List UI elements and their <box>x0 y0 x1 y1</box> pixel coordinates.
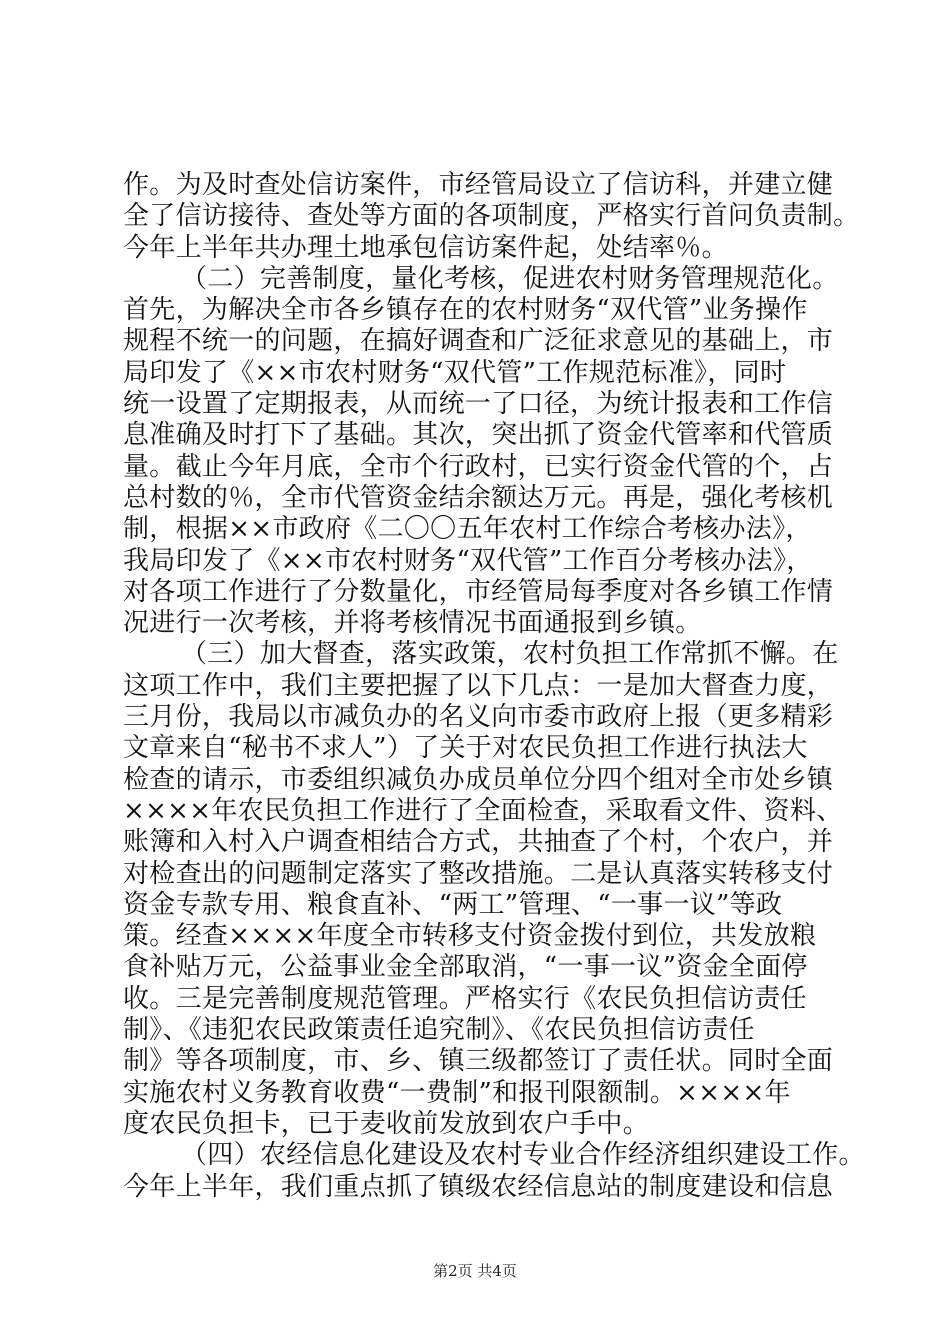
text-line: 对各项工作进行了分数量化，市经管局每季度对各乡镇工作情 <box>123 576 834 607</box>
text-line: 全了信访接待、查处等方面的各项制度，严格实行首问负责制。 <box>123 201 860 232</box>
text-line: 食补贴万元，公益事业金全部取消，“一事一议”资金全面停 <box>123 952 808 983</box>
text-line: 局印发了《××市农村财务“双代管”工作规范标准》，同时 <box>123 357 787 388</box>
text-line: 统一设置了定期报表，从而统一了口径，为统计报表和工作信 <box>123 389 834 420</box>
text-line: 今年上半年，我们重点抓了镇级农经信息站的制度建设和信息 <box>123 1171 834 1202</box>
text-line: 我局印发了《××市农村财务“双代管”工作百分考核办法》， <box>123 545 813 576</box>
text-line: 首先，为解决全市各乡镇存在的农村财务“双代管”业务操作 <box>123 295 808 326</box>
text-line: 三月份，我局以市减负办的名义向市委市政府上报（更多精彩 <box>123 702 834 733</box>
text-line: 作。为及时查处信访案件，市经管局设立了信访科，并建立健 <box>123 170 834 200</box>
section-heading-line: （二）完善制度，量化考核，促进农村财务管理规范化。 <box>181 263 839 294</box>
document-body <box>123 170 865 1203</box>
text-line: 对检查出的问题制定落实了整改措施。二是认真落实转移支付 <box>123 858 834 889</box>
text-line: 资金专款专用、粮食直补、“两工”管理、“一事一议”等政 <box>123 889 783 920</box>
text-line: ××××年农民负担工作进行了全面检查，采取看文件、资料、 <box>123 795 843 826</box>
text-line: 这项工作中，我们主要把握了以下几点：一是加大督查力度， <box>123 670 834 701</box>
text-line: 文章来自“秘书不求人”）了关于对农民负担工作进行执法大 <box>123 733 808 764</box>
text-line: 制》、《违犯农民政策责任追究制》、《农民负担信访责任 <box>123 1015 755 1046</box>
text-line: 实施农村义务教育收费“一费制”和报刊限额制。××××年 <box>123 1077 791 1108</box>
section-heading-line: （三）加大督查，落实政策，农村负担工作常抓不懈。在 <box>181 639 839 670</box>
text-line: 况进行一次考核，并将考核情况书面通报到乡镇。 <box>123 608 702 639</box>
page-number-footer: 第2页 共4页 <box>433 1262 517 1280</box>
text-line: 量。截止今年月底，全市个行政村，已实行资金代管的个，占 <box>123 451 834 482</box>
text-line: 制》等各项制度，市、乡、镇三级都签订了责任状。同时全面 <box>123 1046 834 1077</box>
text-line: 检查的请示，市委组织减负办成员单位分四个组对全市处乡镇 <box>123 764 834 795</box>
text-line: 账簿和入村入户调查相结合方式，共抽查了个村，个农户，并 <box>123 827 834 858</box>
text-line: 策。经查××××年度全市转移支付资金拨付到位，共发放粮 <box>123 921 817 952</box>
text-line: 制，根据××市政府《二〇〇五年农村工作综合考核办法》， <box>123 514 812 545</box>
text-line: 息准确及时打下了基础。其次，突出抓了资金代管率和代管质 <box>123 420 834 451</box>
text-line: 度农民负担卡，已于麦收前发放到农户手中。 <box>123 1108 650 1139</box>
text-line: 收。三是完善制度规范管理。严格实行《农民负担信访责任 <box>123 983 807 1014</box>
text-line: 总村数的％，全市代管资金结余额达万元。再是，强化考核机 <box>123 482 834 513</box>
text-line: 规程不统一的问题，在搞好调查和广泛征求意见的基础上，市 <box>123 326 834 357</box>
section-heading-line: （四）农经信息化建设及农村专业合作经济组织建设工作。 <box>181 1140 865 1171</box>
text-line: 今年上半年共办理土地承包信访案件起，处结率％。 <box>123 232 728 263</box>
